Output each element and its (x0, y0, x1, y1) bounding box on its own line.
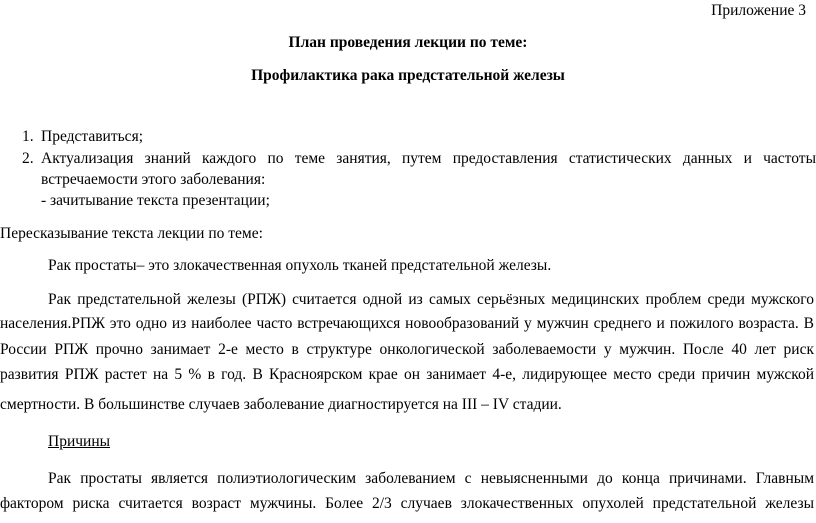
paragraph-2-line-4: развития РПЖ растет на 5 % в год. В Красноярском крае он занимает 4-е, лидирующее место среди причин мужской (0, 366, 814, 383)
title-line-1: План проведения лекции по теме: (288, 34, 528, 51)
list-item-2-text-line-2: встречаемости этого заболевания: (41, 171, 266, 188)
paragraph-3-line-2: фактором риска считается возраст мужчины. Более 2/3 случаев злокачественных опухолей предстательной железы (0, 495, 814, 512)
paragraph-2-line-2: населения.РПЖ это одно из наиболее часто встречающихся новообразований у мужчин среднего и пожилого возраста. В (0, 315, 814, 332)
appendix-label: Приложение 3 (711, 2, 806, 19)
retell-heading: Пересказывание текста лекции по теме: (0, 225, 263, 242)
paragraph-2-line-3: России РПЖ прочно занимает 2-е место в структуре онкологической заболеваемости у мужчин. После 40 лет риск (0, 341, 814, 358)
list-item-2-text-line-1: Актуализация знаний каждого по теме занятия, путем предоставления статистических данных и частоты (41, 150, 816, 167)
paragraph-3-line-1: Рак простаты является полиэтиологическим заболеванием с невыясненными до конца причинами. Главным (48, 470, 814, 487)
causes-heading: Причины (48, 433, 111, 450)
paragraph-1: Рак простаты– это злокачественная опухоль тканей предстательной железы. (48, 257, 552, 274)
list-item-1-number: 1. (22, 128, 34, 145)
title-line-2: Профилактика рака предстательной железы (251, 67, 565, 84)
list-item-2-text-line-3: - зачитывание текста презентации; (41, 192, 270, 209)
paragraph-2-line-1: Рак предстательной железы (РПЖ) считается одной из самых серьёзных медицинских проблем среди мужского (48, 291, 814, 308)
list-item-1-text: Представиться; (41, 128, 143, 145)
paragraph-2-line-5: смертности. В большинстве случаев заболевание диагностируется на III – IV стадии. (0, 396, 562, 413)
list-item-2-number: 2. (22, 150, 34, 167)
